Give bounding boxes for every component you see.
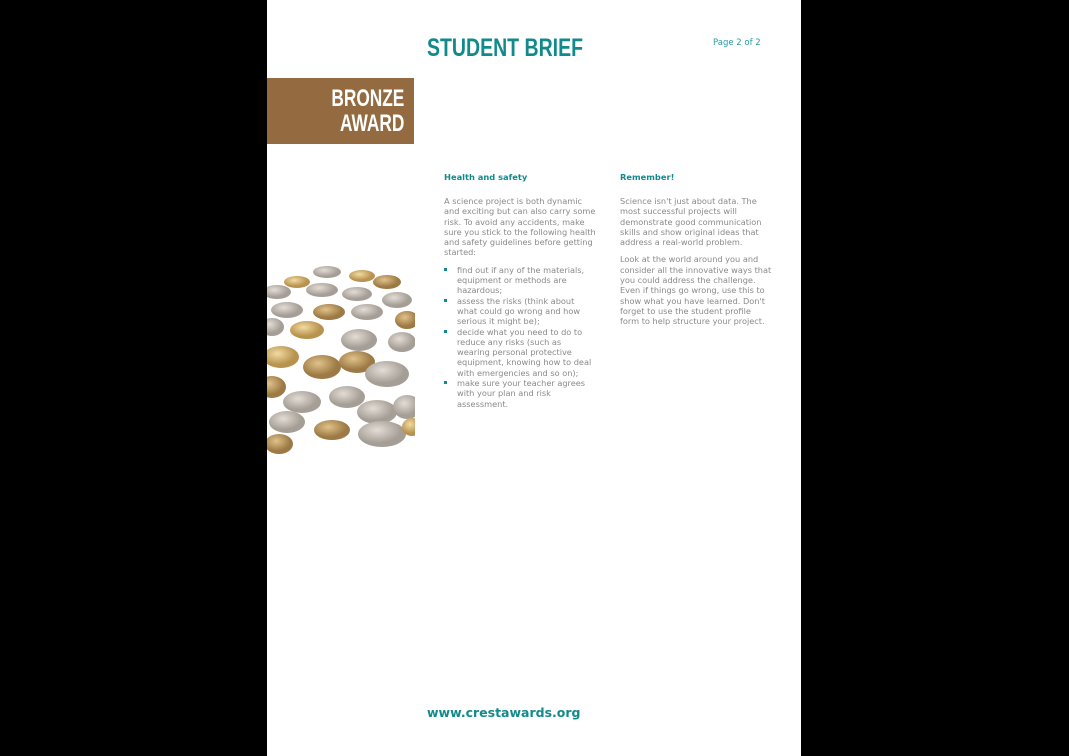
remember-paragraph: Science isn't just about data. The most successful projects will demonstrate good communication skills and show original ideas that address a real-world problem. — [620, 196, 762, 248]
document-page — [267, 0, 801, 756]
health-safety-intro: A science project is both dynamic and exciting but can also carry some risk. To avoid any accidents, make sure you stick to the following health and safety guidelines before getting started: — [444, 196, 596, 258]
remember-paragraph: Look at the world around you and consider all the innovative ways that you could address the challenge. Even if things go wrong, use this to show what you have learned. Don't forget to use the student profile form to help structure your project. — [620, 254, 772, 327]
award-label — [331, 86, 404, 136]
website-link[interactable]: www.crestawards.org — [427, 705, 581, 720]
award-line-1: BRONZE — [331, 85, 404, 112]
page-title: STUDENT BRIEF — [427, 34, 583, 62]
remember-heading: Remember! — [620, 172, 675, 182]
list-item-text: find out if any of the materials, equipment or methods are hazardous; — [457, 264, 585, 296]
list-item — [444, 327, 596, 378]
list-item-text: assess the risks (think about what could go wrong and how serious it might be); — [457, 295, 581, 327]
list-item — [444, 296, 596, 327]
list-item-text: make sure your teacher agrees with your plan and risk assessment. — [457, 378, 586, 409]
list-item-text: decide what you need to do to reduce any risks (such as wearing personal protective equipment, knowing how to deal with emergencies and so on); — [457, 326, 592, 378]
list-item — [444, 265, 596, 296]
health-safety-section — [444, 172, 596, 409]
bullet-icon — [444, 268, 447, 271]
award-line-2: AWARD — [339, 110, 404, 137]
list-item — [444, 378, 596, 409]
bullet-icon — [444, 299, 447, 302]
bullet-icon — [444, 381, 447, 384]
bullet-icon — [444, 330, 447, 333]
remember-section — [620, 172, 772, 334]
health-safety-heading: Health and safety — [444, 172, 528, 182]
award-banner — [267, 78, 414, 144]
coins-image — [267, 262, 415, 482]
page-indicator: Page 2 of 2 — [713, 38, 761, 48]
safety-guidelines-list — [444, 265, 596, 409]
